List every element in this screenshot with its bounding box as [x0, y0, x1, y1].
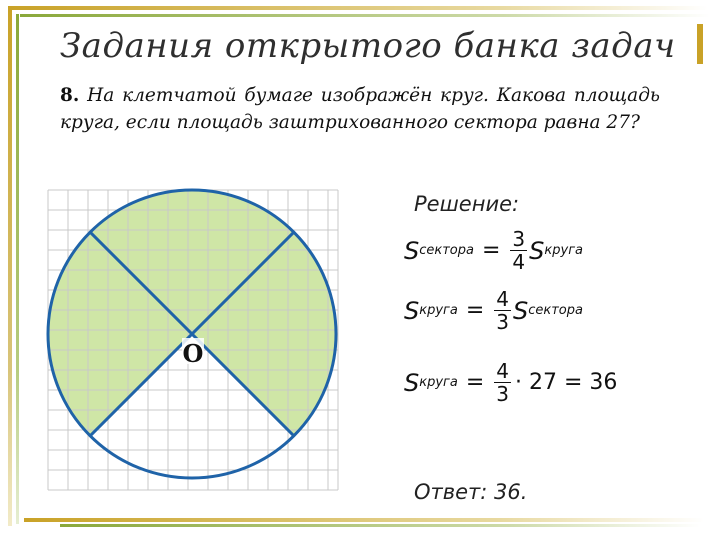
top-accent-bar — [8, 6, 708, 10]
problem-text: На клетчатой бумаге изображён круг. Какова площадь круга, если площадь заштрихованного сектора равна 27? — [60, 85, 660, 133]
bottom-accent-bar-2 — [60, 524, 700, 527]
answer-text: Ответ: 36. — [414, 480, 528, 504]
problem-number: 8. — [60, 85, 80, 106]
fraction: $\frac{3}{4}$ — [512, 227, 526, 274]
left-accent-bar — [8, 6, 12, 526]
fraction: $\frac{4}{3}$ — [496, 287, 509, 334]
center-label: O — [182, 339, 204, 368]
shaded-sector — [48, 190, 336, 436]
circle-figure — [46, 188, 346, 498]
top-accent-bar-2 — [20, 14, 710, 17]
fraction: $\frac{4}{3}$ — [496, 359, 509, 406]
slide-title: Задания открытого банка задач — [60, 26, 676, 66]
formula-circle-area: S круга = $\frac{4}{3}$ S сектора — [404, 287, 583, 334]
problem-statement — [60, 82, 660, 136]
right-accent-bar — [697, 24, 703, 64]
left-accent-bar-2 — [16, 14, 19, 524]
bottom-accent-bar — [24, 518, 704, 522]
solution-label: Решение: — [414, 192, 520, 216]
formula-result: S круга = $\frac{4}{3}$ · 27 = 36 — [404, 359, 618, 406]
formula-sector-area: S сектора = $\frac{3}{4}$ S круга — [404, 227, 583, 274]
